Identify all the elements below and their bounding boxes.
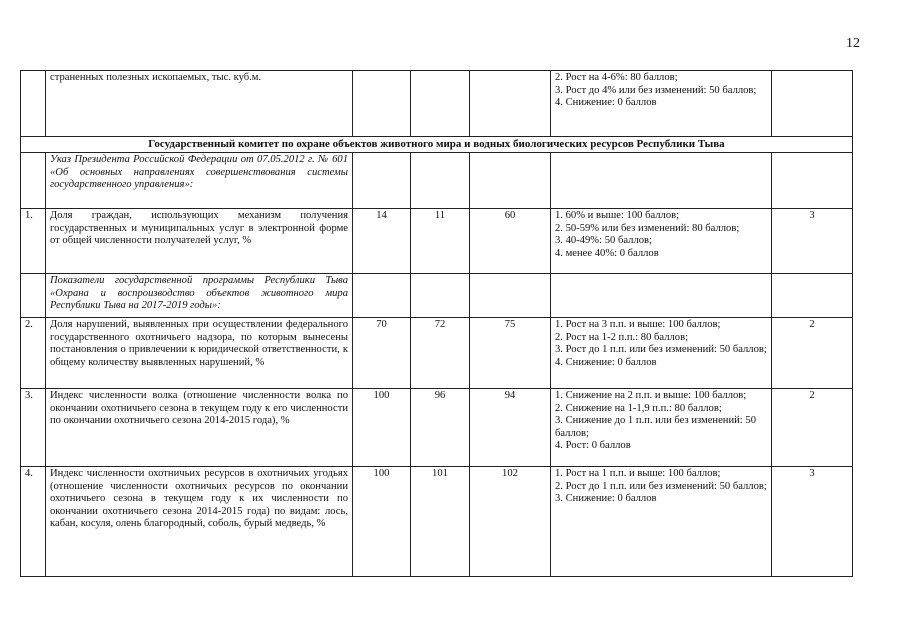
table-row <box>21 274 853 318</box>
value-cell <box>411 71 470 137</box>
criteria-cell <box>551 209 772 274</box>
value-cell <box>353 71 411 137</box>
value-year-2: 96 <box>411 389 470 467</box>
score-value: 2 <box>772 318 853 389</box>
table-row <box>21 467 853 577</box>
criteria-line: 4. Снижение: 0 баллов <box>555 97 657 109</box>
value-year-2: 72 <box>411 318 470 389</box>
score-value: 2 <box>772 389 853 467</box>
value-year-1: 70 <box>353 318 411 389</box>
page-number: 12 <box>846 36 860 51</box>
row-number-cell <box>21 71 46 137</box>
criteria-cell <box>551 467 772 577</box>
criteria-cell <box>551 71 772 137</box>
score-value: 3 <box>772 467 853 577</box>
criteria-line: 4. Снижение: 0 баллов <box>555 356 657 368</box>
criteria-line: 3. Снижение: 0 баллов <box>555 493 657 505</box>
table-row <box>21 71 853 137</box>
score-cell <box>772 153 853 209</box>
row-number: 1. <box>21 209 46 274</box>
table-row <box>21 318 853 389</box>
indicator-description: Доля нарушений, выявленных при осуществлении федерального государственного охотничьего надзора, по которым вынесены постановления о привлечении к юридической ответственности, к общему количеству выявленных нарушений, % <box>46 318 353 389</box>
value-year-3: 75 <box>470 318 551 389</box>
value-year-1: 100 <box>353 467 411 577</box>
indicator-description: Доля граждан, использующих механизм получения государственных и муниципальных услуг в электронной форме от общей численности получателей услуг, % <box>46 209 353 274</box>
criteria-cell <box>551 153 772 209</box>
value-year-3: 60 <box>470 209 551 274</box>
value-cell <box>411 153 470 209</box>
criteria-line: 1. Снижение на 2 п.п. и выше: 100 баллов; <box>555 390 747 401</box>
table-row <box>21 209 853 274</box>
table-row <box>21 153 853 209</box>
criteria-line: 3. 40-49%: 50 баллов; <box>555 235 652 247</box>
score-cell <box>772 274 853 318</box>
criteria-cell <box>551 274 772 318</box>
criteria-line: 2. 50-59% или без изменений: 80 баллов; <box>555 222 740 234</box>
decree-heading: Указ Президента Российской Федерации от 07.05.2012 г. № 601 «Об основных направлениях совершенствования системы государственного управления»: <box>46 153 353 209</box>
row-number: 3. <box>21 389 46 467</box>
criteria-line: 4. менее 40%: 0 баллов <box>555 247 659 259</box>
value-cell <box>353 274 411 318</box>
value-cell <box>470 71 551 137</box>
row-number-cell <box>21 274 46 318</box>
row-number: 4. <box>21 467 46 577</box>
table-row <box>21 389 853 467</box>
criteria-line: 3. Рост до 4% или без изменений: 50 баллов; <box>555 84 757 96</box>
criteria-line: 2. Рост на 4-6%: 80 баллов; <box>555 72 678 83</box>
criteria-line: 3. Снижение до 1 п.п. или без изменений: 50 баллов; <box>555 415 756 439</box>
criteria-line: 1. Рост на 3 п.п. и выше: 100 баллов; <box>555 319 721 330</box>
program-heading: Показатели государственной программы Республики Тыва «Охрана и воспроизводство объектов животного мира Республики Тыва на 2017-2019 годы»: <box>46 274 353 318</box>
row-number-cell <box>21 153 46 209</box>
value-year-1: 100 <box>353 389 411 467</box>
indicator-description: Индекс численности охотничьих ресурсов в охотничьих угодьях (отношение численности охотничьих ресурсов по окончании охотничьего сезона в текущем году к их численности по окончании охотничьего сезона 2014-2015 года) по видам: лось, кабан, косуля, олень благородный, соболь, бурый медведь, % <box>46 467 353 577</box>
criteria-line: 4. Рост: 0 баллов <box>555 440 631 452</box>
section-title: Государственный комитет по охране объектов животного мира и водных биологических ресурсов Республики Тыва <box>21 137 853 153</box>
criteria-line: 1. Рост на 1 п.п. и выше: 100 баллов; <box>555 468 721 479</box>
section-header-row <box>21 137 853 153</box>
criteria-line: 2. Рост на 1-2 п.п.: 80 баллов; <box>555 331 689 343</box>
value-cell <box>470 153 551 209</box>
criteria-line: 2. Рост до 1 п.п. или без изменений: 50 баллов; <box>555 480 767 492</box>
row-number: 2. <box>21 318 46 389</box>
score-cell <box>772 71 853 137</box>
criteria-cell <box>551 318 772 389</box>
value-year-2: 101 <box>411 467 470 577</box>
value-year-3: 94 <box>470 389 551 467</box>
value-year-3: 102 <box>470 467 551 577</box>
value-year-2: 11 <box>411 209 470 274</box>
indicator-description: Индекс численности волка (отношение численности волка по окончании охотничьего сезона в текущем году к его численности по окончании охотничьего сезона 2014-2015 года), % <box>46 389 353 467</box>
value-year-1: 14 <box>353 209 411 274</box>
value-cell <box>470 274 551 318</box>
indicator-description: страненных полезных ископаемых, тыс. куб.м. <box>46 71 353 137</box>
value-cell <box>353 153 411 209</box>
criteria-cell <box>551 389 772 467</box>
indicators-table <box>20 70 853 577</box>
value-cell <box>411 274 470 318</box>
score-value: 3 <box>772 209 853 274</box>
criteria-line: 1. 60% и выше: 100 баллов; <box>555 210 680 221</box>
criteria-line: 2. Снижение на 1-1,9 п.п.: 80 баллов; <box>555 402 722 414</box>
criteria-line: 3. Рост до 1 п.п. или без изменений: 50 баллов; <box>555 344 767 356</box>
